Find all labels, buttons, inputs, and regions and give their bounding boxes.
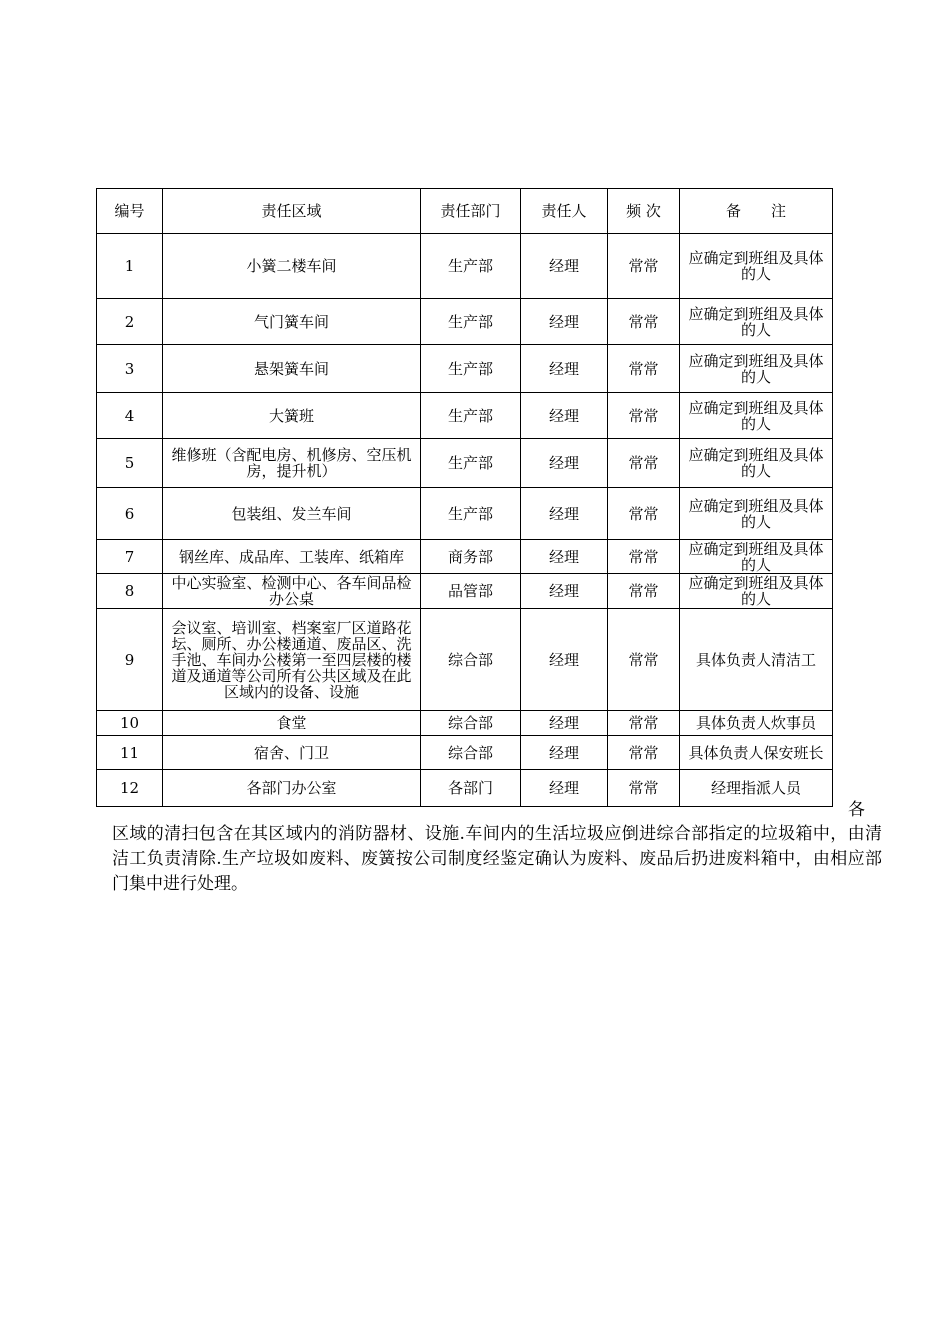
cell-no: 12 (97, 770, 163, 807)
cell-person: 经理 (521, 736, 608, 770)
paragraph-lead-char: 各 (848, 800, 865, 820)
cell-remark: 经理指派人员 (680, 770, 833, 807)
table-row (97, 711, 833, 736)
cell-area: 维修班（含配电房、机修房、空压机房，提升机） (163, 439, 421, 488)
cell-remark: 具体负责人保安班长 (680, 736, 833, 770)
cell-no: 11 (97, 736, 163, 770)
cell-person: 经理 (521, 299, 608, 345)
cell-frequency: 常常 (608, 770, 680, 807)
table-row (97, 770, 833, 807)
cell-no: 7 (97, 540, 163, 574)
header-frequency: 频 次 (608, 189, 680, 234)
cell-dept: 商务部 (421, 540, 521, 574)
header-person: 责任人 (521, 189, 608, 234)
cell-dept: 生产部 (421, 393, 521, 439)
cell-remark: 应确定到班组及具体的人 (680, 234, 833, 299)
cell-remark: 应确定到班组及具体的人 (680, 345, 833, 393)
cell-dept: 生产部 (421, 439, 521, 488)
cell-no: 8 (97, 574, 163, 609)
cell-person: 经理 (521, 439, 608, 488)
cell-no: 1 (97, 234, 163, 299)
table-header-row (97, 189, 833, 234)
cell-person: 经理 (521, 540, 608, 574)
cell-area: 小簧二楼车间 (163, 234, 421, 299)
cell-area: 会议室、培训室、档案室厂区道路花坛、厕所、办公楼通道、废品区、洗手池、车间办公楼第一至四层楼的楼道及通道等公司所有公共区域及在此区域内的设备、设施 (163, 609, 421, 711)
cell-frequency: 常常 (608, 488, 680, 540)
cell-no: 3 (97, 345, 163, 393)
cell-no: 5 (97, 439, 163, 488)
cell-remark: 具体负责人炊事员 (680, 711, 833, 736)
cell-person: 经理 (521, 345, 608, 393)
table-row (97, 609, 833, 711)
cell-no: 9 (97, 609, 163, 711)
cell-person: 经理 (521, 609, 608, 711)
cell-person: 经理 (521, 234, 608, 299)
responsibility-table (96, 188, 833, 807)
cell-area: 食堂 (163, 711, 421, 736)
cell-dept: 生产部 (421, 299, 521, 345)
cell-frequency: 常常 (608, 540, 680, 574)
paragraph-body: 区域的清扫包含在其区域内的消防器材、设施.车间内的生活垃圾应倒进综合部指定的垃圾箱中，由清洁工负责清除.生产垃圾如废料、废簧按公司制度经鉴定确认为废料、废品后扔进废料箱中，由相应部门集中进行处理。 (112, 824, 882, 894)
cell-person: 经理 (521, 770, 608, 807)
cell-remark: 应确定到班组及具体的人 (680, 393, 833, 439)
cell-dept: 综合部 (421, 736, 521, 770)
table-row (97, 439, 833, 488)
cell-area: 钢丝库、成品库、工装库、纸箱库 (163, 540, 421, 574)
table-row (97, 488, 833, 540)
header-remark: 备 注 (680, 189, 833, 234)
cell-no: 6 (97, 488, 163, 540)
cell-remark: 应确定到班组及具体的人 (680, 299, 833, 345)
cell-no: 10 (97, 711, 163, 736)
cell-no: 2 (97, 299, 163, 345)
table-row (97, 393, 833, 439)
table-row (97, 345, 833, 393)
cell-dept: 品管部 (421, 574, 521, 609)
cell-remark: 应确定到班组及具体的人 (680, 488, 833, 540)
table-row (97, 736, 833, 770)
cell-frequency: 常常 (608, 299, 680, 345)
cell-dept: 各部门 (421, 770, 521, 807)
cell-dept: 综合部 (421, 609, 521, 711)
cell-area: 宿舍、门卫 (163, 736, 421, 770)
cell-area: 大簧班 (163, 393, 421, 439)
cell-person: 经理 (521, 711, 608, 736)
cell-frequency: 常常 (608, 234, 680, 299)
cell-dept: 综合部 (421, 711, 521, 736)
cell-remark: 应确定到班组及具体的人 (680, 540, 833, 574)
cell-person: 经理 (521, 393, 608, 439)
cell-frequency: 常常 (608, 609, 680, 711)
cell-dept: 生产部 (421, 234, 521, 299)
cell-frequency: 常常 (608, 439, 680, 488)
table-row (97, 574, 833, 609)
cell-person: 经理 (521, 574, 608, 609)
cell-frequency: 常常 (608, 711, 680, 736)
cell-remark: 应确定到班组及具体的人 (680, 574, 833, 609)
table-row (97, 540, 833, 574)
cell-frequency: 常常 (608, 345, 680, 393)
cell-frequency: 常常 (608, 393, 680, 439)
header-no: 编号 (97, 189, 163, 234)
cell-frequency: 常常 (608, 736, 680, 770)
cell-dept: 生产部 (421, 345, 521, 393)
table-row (97, 234, 833, 299)
cell-area: 包装组、发兰车间 (163, 488, 421, 540)
cell-area: 中心实验室、检测中心、各车间品检办公桌 (163, 574, 421, 609)
cell-area: 气门簧车间 (163, 299, 421, 345)
header-area: 责任区域 (163, 189, 421, 234)
cell-dept: 生产部 (421, 488, 521, 540)
header-dept: 责任部门 (421, 189, 521, 234)
cell-area: 悬架簧车间 (163, 345, 421, 393)
cell-remark: 应确定到班组及具体的人 (680, 439, 833, 488)
cell-person: 经理 (521, 488, 608, 540)
cell-frequency: 常常 (608, 574, 680, 609)
cell-remark: 具体负责人清洁工 (680, 609, 833, 711)
cell-no: 4 (97, 393, 163, 439)
table-row (97, 299, 833, 345)
cell-area: 各部门办公室 (163, 770, 421, 807)
